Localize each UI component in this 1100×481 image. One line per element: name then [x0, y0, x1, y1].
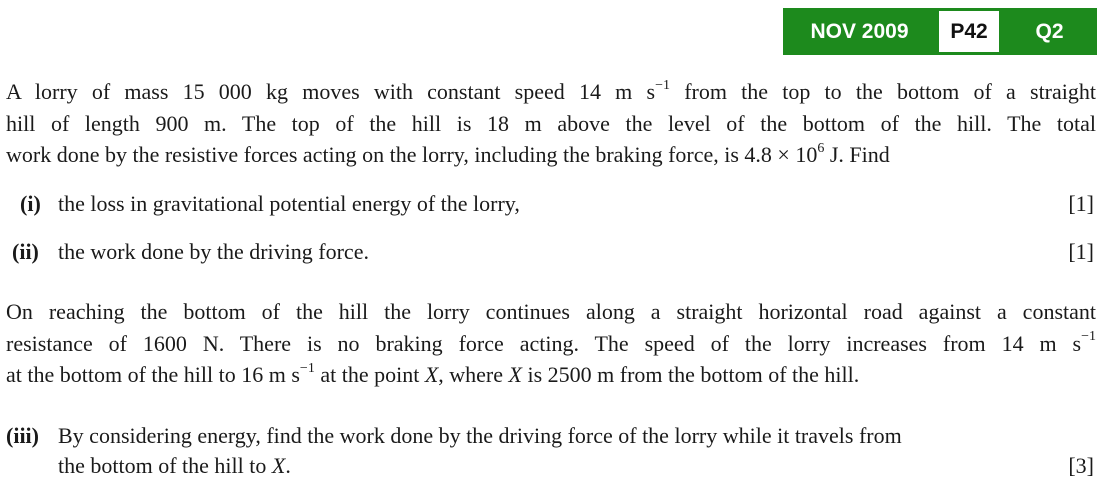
part-iii — [0, 421, 1094, 481]
question-label: Q2 — [1002, 8, 1097, 55]
part-marks: [1] — [1068, 191, 1094, 216]
intro-line-3: work done by the resistive forces acting on the lorry, including the braking force, is $4.8 \times 10^6$ J. Find — [6, 140, 890, 167]
intro-paragraph — [6, 76, 1096, 171]
part-text: the work done by the driving force. — [58, 239, 369, 264]
part-number: (iii) — [6, 423, 39, 448]
part-marks: [1] — [1068, 239, 1094, 264]
second-line-3: at the bottom of the hill to 16 m $s^{-1}$ at the point X, where X is 2500 m from the bottom of the hill. — [6, 360, 860, 387]
part-number: (i) — [20, 191, 41, 216]
second-line-2: resistance of 1600 N. There is no braking force acting. The speed of the lorry increases from 14 m $s^{-1}$ — [6, 329, 1096, 356]
part-text-line-2: the bottom of the hill to X. — [58, 453, 291, 478]
intro-line-1: A lorry of mass 15 000 kg moves with constant speed 14 m $s^{-1}$ from the top to the bottom of a straight — [6, 77, 1096, 104]
question-badge — [783, 8, 1097, 55]
session-label: NOV 2009 — [783, 8, 936, 55]
part-number: (ii) — [12, 239, 39, 264]
paper-label: P42 — [936, 8, 1002, 55]
part-text-line-1: By considering energy, find the work done by the driving force of the lorry while it travels from — [58, 423, 902, 448]
second-paragraph — [6, 296, 1096, 391]
intro-line-2: hill of length 900 m. The top of the hill is 18 m above the level of the bottom of the hill. The total — [6, 110, 1096, 136]
second-line-1: On reaching the bottom of the hill the lorry continues along a straight horizontal road against a constant — [6, 299, 1096, 324]
part-marks: [3] — [1068, 453, 1094, 478]
part-text: the loss in gravitational potential energy of the lorry, — [58, 191, 520, 216]
